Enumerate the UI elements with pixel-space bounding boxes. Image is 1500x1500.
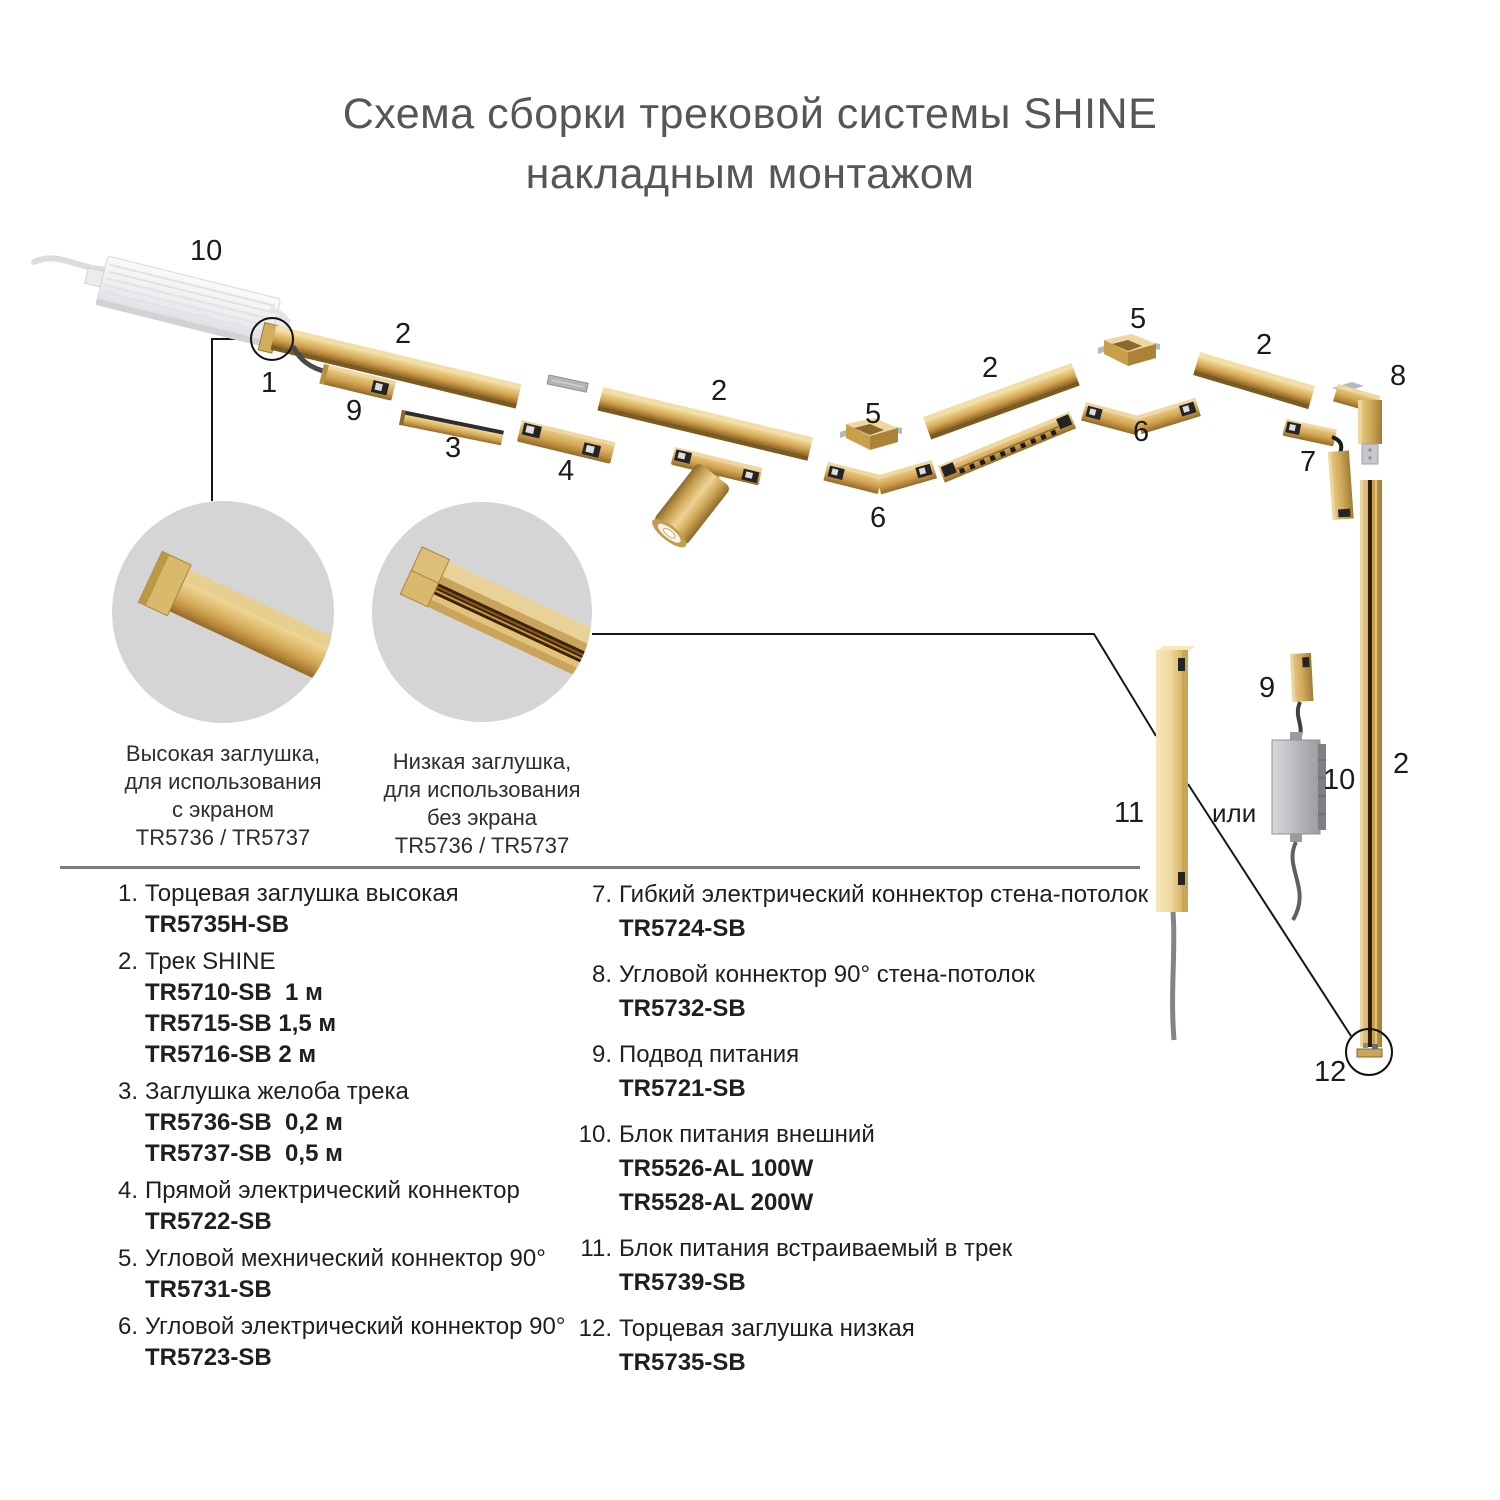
corner-electrical-connector-center — [823, 460, 937, 494]
part-name: Заглушка желоба трека — [145, 1078, 409, 1105]
parts-list-right — [578, 878, 1158, 1392]
part-name: Угловой мехнический коннектор 90° — [145, 1245, 546, 1272]
track-segment-4 — [1193, 352, 1315, 409]
part-code: TR5737-SB 0,5 м — [145, 1140, 343, 1167]
diagram-label-2b: 2 — [711, 375, 728, 407]
diagram-label-7: 7 — [1300, 446, 1317, 478]
part-name: Прямой электрический коннектор — [145, 1177, 520, 1204]
caption-line: без экрана — [426, 805, 537, 830]
part-code: TR5723-SB — [145, 1344, 272, 1371]
part-code: TR5721-SB — [619, 1075, 746, 1102]
part-code: TR5735H-SB — [145, 911, 290, 938]
part-item — [578, 878, 1158, 946]
part-body — [145, 1076, 409, 1169]
part-number: 2. — [117, 948, 138, 975]
part-item — [578, 1038, 1158, 1106]
diagram-label-6b: 6 — [1133, 416, 1150, 448]
caption-line: Низкая заглушка, — [392, 749, 572, 774]
part-number: 1. — [117, 880, 138, 907]
part-item — [578, 958, 1158, 1026]
caption-line: для использования — [383, 777, 581, 802]
diagram-label-9b: 9 — [1259, 672, 1276, 704]
part-item — [104, 1311, 574, 1373]
part-number: 12. — [578, 1315, 612, 1342]
high-cap-leader-line — [212, 339, 251, 501]
part-item — [104, 1076, 574, 1169]
part-number: 6. — [117, 1313, 138, 1340]
part-body — [619, 1232, 1012, 1300]
low-cap-caption — [367, 748, 597, 860]
part-body — [619, 1038, 799, 1106]
diagram-label-2c: 2 — [982, 352, 999, 384]
part-item — [104, 1243, 574, 1305]
part-code: TR5731-SB — [145, 1276, 272, 1303]
part-code: TR5735-SB — [619, 1349, 746, 1376]
spotlight — [648, 447, 762, 552]
diagram-label-11: 11 — [1114, 797, 1145, 829]
part-number: 5. — [117, 1245, 138, 1272]
diagram-label-2: 2 — [395, 318, 412, 350]
part-number: 10. — [578, 1121, 612, 1148]
part-body — [619, 958, 1035, 1026]
diagram-label-10: 10 — [190, 235, 223, 267]
part-item — [578, 1312, 1158, 1380]
part-body — [145, 1243, 546, 1305]
part-code: TR5722-SB — [145, 1208, 272, 1235]
low-cap-detail-circle — [372, 502, 638, 722]
part-body — [619, 1118, 875, 1220]
title-line-2: накладным монтажом — [525, 150, 975, 198]
caption-line: с экраном — [172, 797, 274, 822]
part-name: Торцевая заглушка низкая — [619, 1315, 915, 1342]
high-cap-detail-circle — [112, 501, 380, 723]
part-body — [145, 1175, 520, 1237]
part-number: 4. — [117, 1177, 138, 1204]
diagram-label-2e: 2 — [1393, 748, 1410, 780]
part-code: TR5739-SB — [619, 1269, 746, 1296]
part-code: TR5526-AL 100W — [619, 1155, 814, 1182]
flexible-wall-ceiling-connector — [1282, 419, 1353, 520]
part-code: TR5715-SB 1,5 м — [145, 1010, 337, 1037]
part-number: 7. — [591, 881, 612, 908]
part-code: TR5528-AL 200W — [619, 1189, 814, 1216]
diagram-label-10b: 10 — [1323, 764, 1356, 796]
part-body — [619, 878, 1148, 946]
power-supply-external-right — [1272, 732, 1326, 920]
part-body — [619, 1312, 915, 1380]
part-code: TR5736-SB 0,2 м — [145, 1109, 343, 1136]
diagram-label-5b: 5 — [1130, 303, 1147, 335]
part-item — [104, 878, 574, 940]
caption-line: для использования — [124, 769, 322, 794]
diagram-label-6: 6 — [870, 502, 887, 534]
part-name: Торцевая заглушка высокая — [145, 880, 459, 907]
diagram-label-or: или — [1212, 798, 1257, 828]
part-code: TR5710-SB 1 м — [145, 979, 323, 1006]
part-item — [578, 1118, 1158, 1220]
diagram-label-4: 4 — [558, 455, 575, 487]
corner-mechanical-connector-right — [1098, 334, 1160, 366]
diagram-label-9: 9 — [346, 395, 363, 427]
diagram-label-12: 12 — [1314, 1056, 1347, 1088]
part-body — [145, 1311, 565, 1373]
track-segment-vertical — [1360, 480, 1382, 1047]
part-name: Блок питания встраиваемый в трек — [619, 1235, 1013, 1262]
high-cap-caption — [108, 740, 338, 852]
part-name: Угловой электрический коннектор 90° — [145, 1313, 566, 1340]
diagram-label-3: 3 — [445, 432, 462, 464]
power-feed-right — [1290, 653, 1313, 740]
part-name: Блок питания внешний — [619, 1121, 875, 1148]
part-name: Трек SHINE — [145, 948, 276, 975]
diagram-label-1: 1 — [261, 367, 278, 399]
part-number: 3. — [117, 1078, 138, 1105]
caption-line: Высокая заглушка, — [125, 741, 321, 766]
part-number: 9. — [591, 1041, 612, 1068]
part-name: Гибкий электрический коннектор стена-потолок — [619, 881, 1149, 908]
part-body — [145, 946, 336, 1070]
parts-list-left — [104, 878, 574, 1379]
part-code: TR5724-SB — [619, 915, 746, 942]
section-divider — [60, 866, 1140, 869]
diagram-label-5: 5 — [865, 398, 882, 430]
power-supply-external-top — [34, 252, 294, 351]
part-number: 8. — [591, 961, 612, 988]
diagram-label-2d: 2 — [1256, 329, 1273, 361]
metal-joiner-plate — [547, 375, 588, 392]
part-name: Подвод питания — [619, 1041, 800, 1068]
caption-line: TR5736 / TR5737 — [394, 833, 570, 858]
part-name: Угловой коннектор 90° стена-потолок — [619, 961, 1035, 988]
part-item — [104, 946, 574, 1070]
part-body — [145, 878, 459, 940]
caption-line: TR5736 / TR5737 — [135, 825, 311, 850]
title-line-1: Схема сборки трековой системы SHINE — [342, 90, 1158, 138]
part-item — [104, 1175, 574, 1237]
power-supply-in-track — [1156, 646, 1195, 1040]
part-item — [578, 1232, 1158, 1300]
part-number: 11. — [580, 1235, 612, 1262]
part-code: TR5716-SB 2 м — [145, 1041, 317, 1068]
diagram-label-8: 8 — [1390, 360, 1407, 392]
track-segment-2 — [597, 387, 813, 461]
part-code: TR5732-SB — [619, 995, 746, 1022]
